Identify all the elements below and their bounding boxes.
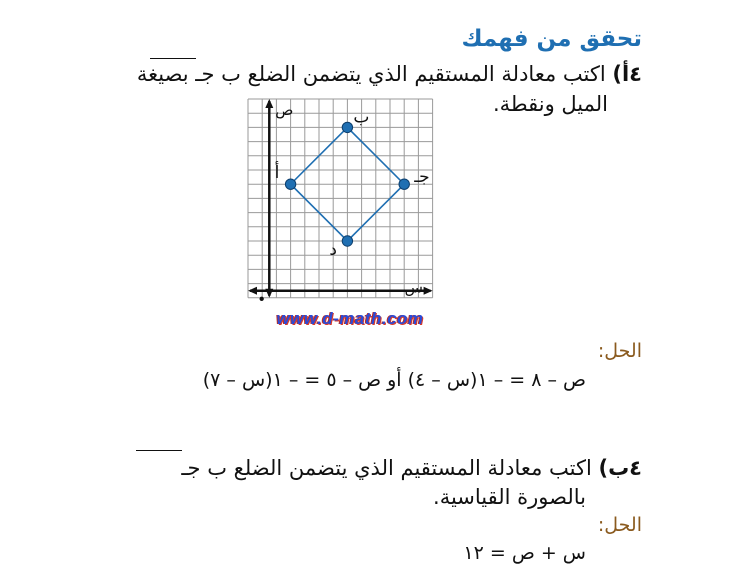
page-heading: تحقق من فهمك <box>461 26 642 52</box>
vertex-label: د <box>329 240 337 260</box>
x-axis-arrow <box>424 287 433 295</box>
vertex-point <box>342 236 352 246</box>
coordinate-graph <box>245 96 435 310</box>
question-4a-number: ٤أ) <box>612 62 642 86</box>
segment-overline-a <box>150 58 196 59</box>
question-4a-text: اكتب معادلة المستقيم الذي يتضمن الضلع ب جـ بصيغة <box>136 62 606 86</box>
solution-b-equation: س + ص = ١٢ <box>463 542 586 564</box>
question-4a-line1 <box>137 62 642 86</box>
x-axis-arrow-left <box>248 287 257 295</box>
question-4b-text: اكتب معادلة المستقيم الذي يتضمن الضلع ب جـ <box>181 456 592 480</box>
question-4b-line1 <box>181 456 642 480</box>
origin-label: • <box>257 290 267 309</box>
vertex-point <box>342 122 352 132</box>
y-axis-arrow <box>265 99 273 108</box>
x-axis-label: س <box>404 278 423 297</box>
y-axis-arrow-bottom <box>265 289 273 298</box>
solution-a-label: الحل: <box>597 340 642 362</box>
question-4b-line2: بالصورة القياسية. <box>433 485 586 509</box>
vertex-point <box>285 179 295 189</box>
vertex-point <box>399 179 409 189</box>
vertex-label: ب <box>353 107 370 128</box>
solution-b-label: الحل: <box>597 514 642 536</box>
vertex-label: أ <box>274 163 280 184</box>
question-4b-number: ٤ب) <box>598 456 642 480</box>
vertex-label: جـ <box>414 167 430 188</box>
grid-lines <box>248 99 433 298</box>
segment-overline-b <box>136 450 182 451</box>
question-4a-line2: الميل ونقطة. <box>492 92 608 116</box>
y-axis-label: ص <box>275 101 294 119</box>
solution-a-equation: ص – ٨ = – ١(س – ٤) أو ص – ٥ = – ١(س – ٧) <box>202 369 586 391</box>
watermark-logo: www.d-math.com <box>268 309 432 328</box>
